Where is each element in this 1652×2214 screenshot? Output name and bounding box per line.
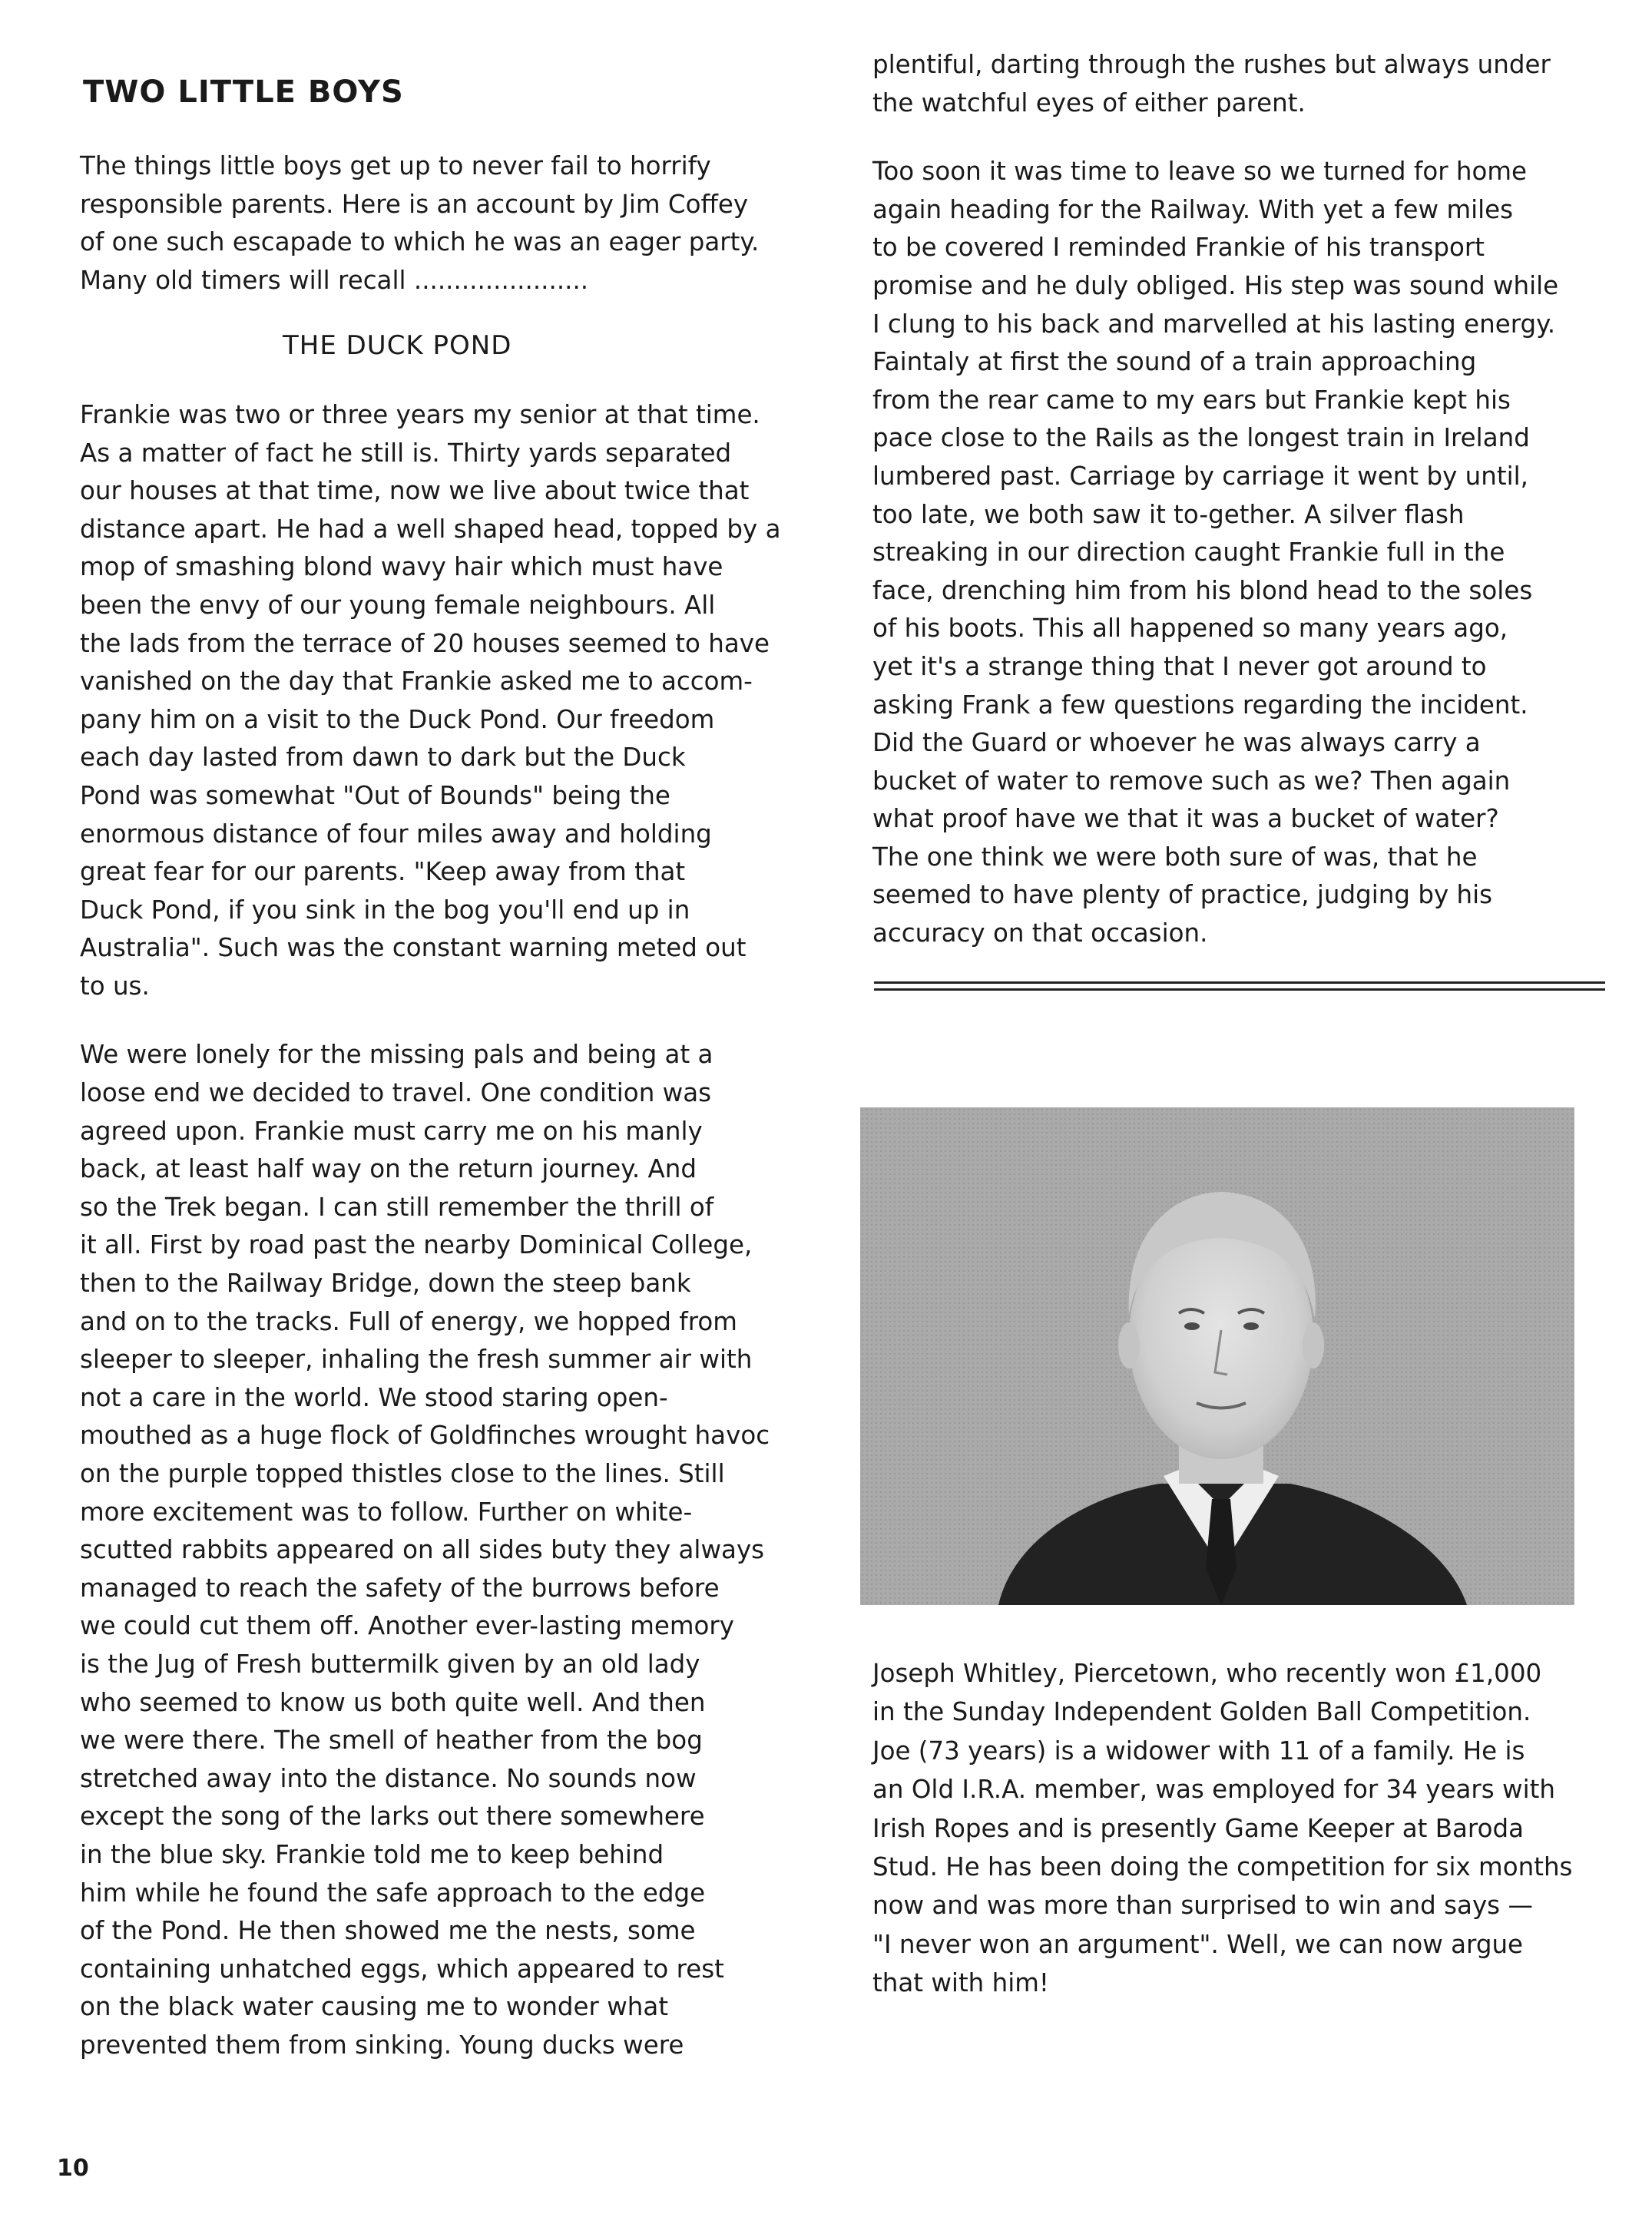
text-line: The one think we were both sure of was, that he: [872, 842, 1478, 872]
text-line: sleeper to sleeper, inhaling the fresh summer air with: [80, 1345, 753, 1375]
text-line: him while he found the safe approach to the edge: [80, 1878, 706, 1908]
double-rule-divider: [874, 981, 1605, 991]
text-line: lumbered past. Carriage by carriage it went by until,: [872, 461, 1528, 491]
text-line: I clung to his back and marvelled at his lasting energy.: [872, 309, 1556, 339]
text-line: vanished on the day that Frankie asked me to accom-: [80, 667, 753, 697]
text-line: to be covered I reminded Frankie of his transport: [872, 233, 1485, 263]
text-line: we could cut them off. Another ever-lasting memory: [80, 1611, 735, 1641]
text-line: then to the Railway Bridge, down the steep bank: [80, 1269, 691, 1299]
text-line: Did the Guard or whoever he was always carry a: [872, 728, 1481, 758]
text-line: enormous distance of four miles away and holding: [80, 819, 712, 849]
portrait-photo: [860, 1107, 1574, 1605]
text-line: is the Jug of Fresh buttermilk given by an old lady: [80, 1649, 700, 1679]
text-line: seemed to have plenty of practice, judging by his: [872, 880, 1493, 910]
text-line: from the rear came to my ears but Frankie kept his: [872, 385, 1511, 415]
text-line: on the purple topped thistles close to the lines. Still: [80, 1459, 725, 1488]
text-line: face, drenching him from his blond head to the soles: [872, 575, 1533, 605]
text-line: distance apart. He had a well shaped head, topped by a: [80, 514, 781, 544]
caption-line: now and was more than surprised to win and says —: [872, 1891, 1533, 1921]
right-column: [872, 46, 1625, 984]
text-line: of his boots. This all happened so many years ago,: [872, 614, 1508, 644]
intro-line: of one such escapade to which he was an eager party.: [80, 227, 760, 257]
text-line: to us.: [80, 971, 150, 1001]
intro-line: The things little boys get up to never fail to horrify: [80, 151, 711, 180]
text-line: the watchful eyes of either parent.: [872, 88, 1306, 117]
caption-line: "I never won an argument". Well, we can now argue: [872, 1929, 1524, 1959]
text-line: great fear for our parents. "Keep away from that: [80, 857, 686, 887]
text-line: pany him on a visit to the Duck Pond. Our freedom: [80, 704, 715, 734]
article-title: TWO LITTLE BOYS: [83, 74, 404, 110]
paragraph-1: [80, 396, 822, 1006]
text-line: not a care in the world. We stood staring open-: [80, 1382, 668, 1412]
caption-line: an Old I.R.A. member, was employed for 34 years with: [872, 1775, 1555, 1805]
text-line: our houses at that time, now we live about twice that: [80, 476, 750, 506]
text-line: Too soon it was time to leave so we turned for home: [872, 157, 1528, 187]
text-line: of the Pond. He then showed me the nests, some: [80, 1916, 696, 1946]
text-line: and on to the tracks. Full of energy, we hopped from: [80, 1306, 737, 1336]
text-line: in the blue sky. Frankie told me to keep behind: [80, 1839, 664, 1869]
text-line: who seemed to know us both quite well. And then: [80, 1687, 706, 1717]
paragraph-3: [872, 46, 1625, 122]
text-line: promise and he duly obliged. His step was sound while: [872, 270, 1559, 300]
text-line: accuracy on that occasion.: [872, 918, 1208, 948]
text-line: Faintaly at first the sound of a train approaching: [872, 347, 1477, 377]
intro-line: Many old timers will recall ......................: [80, 265, 589, 295]
text-line: We were lonely for the missing pals and being at a: [80, 1040, 713, 1070]
text-line: too late, we both saw it to-gether. A silver flash: [872, 499, 1465, 529]
text-line: loose end we decided to travel. One condition was: [80, 1078, 712, 1108]
paragraph-2: [80, 1036, 822, 2064]
text-line: Australia". Such was the constant warning meted out: [80, 933, 747, 963]
text-line: each day lasted from dawn to dark but the Duck: [80, 743, 686, 773]
text-line: yet it's a strange thing that I never got around to: [872, 651, 1487, 681]
paragraph-4: [872, 153, 1625, 952]
text-line: we were there. The smell of heather from the bog: [80, 1726, 703, 1756]
text-line: back, at least half way on the return journey. And: [80, 1154, 697, 1184]
photo-caption: [872, 1654, 1625, 2003]
caption-line: Joseph Whitley, Piercetown, who recently won £1,000: [872, 1659, 1542, 1688]
text-line: asking Frank a few questions regarding the incident.: [872, 690, 1528, 720]
text-line: been the envy of our young female neighbours. All: [80, 590, 716, 620]
text-line: bucket of water to remove such as we? Then again: [872, 766, 1511, 796]
text-line: so the Trek began. I can still remember the thrill of: [80, 1192, 714, 1222]
intro-line: responsible parents. Here is an account by Jim Coffey: [80, 189, 749, 219]
text-line: except the song of the larks out there somewhere: [80, 1802, 705, 1832]
page-number: 10: [57, 2155, 89, 2182]
text-line: more excitement was to follow. Further on white-: [80, 1497, 693, 1527]
intro-paragraph: [80, 131, 822, 300]
text-line: mouthed as a huge flock of Goldfinches wrought havoc: [80, 1421, 770, 1451]
text-line: containing unhatched eggs, which appeared to rest: [80, 1954, 724, 1984]
text-line: plentiful, darting through the rushes but always under: [872, 50, 1551, 79]
portrait-photo-image: [860, 1107, 1574, 1605]
text-line: the lads from the terrace of 20 houses seemed to have: [80, 628, 770, 658]
text-line: scutted rabbits appeared on all sides buty they always: [80, 1535, 765, 1565]
text-line: prevented them from sinking. Young ducks were: [80, 2030, 684, 2060]
text-line: streaking in our direction caught Frankie full in the: [872, 538, 1505, 568]
text-line: pace close to the Rails as the longest train in Ireland: [872, 423, 1530, 453]
text-line: Frankie was two or three years my senior at that time.: [80, 399, 760, 429]
text-line: stretched away into the distance. No sounds now: [80, 1763, 697, 1793]
text-line: again heading for the Railway. With yet a few miles: [872, 194, 1514, 224]
text-line: it all. First by road past the nearby Dominical College,: [80, 1230, 753, 1260]
text-line: As a matter of fact he still is. Thirty yards separated: [80, 438, 732, 468]
text-line: mop of smashing blond wavy hair which must have: [80, 552, 723, 582]
caption-line: in the Sunday Independent Golden Ball Competition.: [872, 1697, 1531, 1727]
caption-line: Joe (73 years) is a widower with 11 of a family. He is: [872, 1736, 1525, 1766]
text-line: what proof have we that it was a bucket of water?: [872, 804, 1499, 834]
section-subheading: THE DUCK POND: [283, 330, 512, 362]
caption-line: that with him!: [872, 1968, 1049, 1998]
text-line: Pond was somewhat "Out of Bounds" being the: [80, 780, 670, 810]
text-line: Duck Pond, if you sink in the bog you'll end up in: [80, 895, 690, 925]
text-line: agreed upon. Frankie must carry me on his manly: [80, 1116, 703, 1146]
caption-line: Stud. He has been doing the competition for six months: [872, 1852, 1573, 1882]
text-line: on the black water causing me to wonder what: [80, 1992, 669, 2022]
text-line: managed to reach the safety of the burrows before: [80, 1573, 720, 1603]
caption-line: Irish Ropes and is presently Game Keeper at Baroda: [872, 1813, 1524, 1843]
left-column: [80, 46, 822, 2096]
